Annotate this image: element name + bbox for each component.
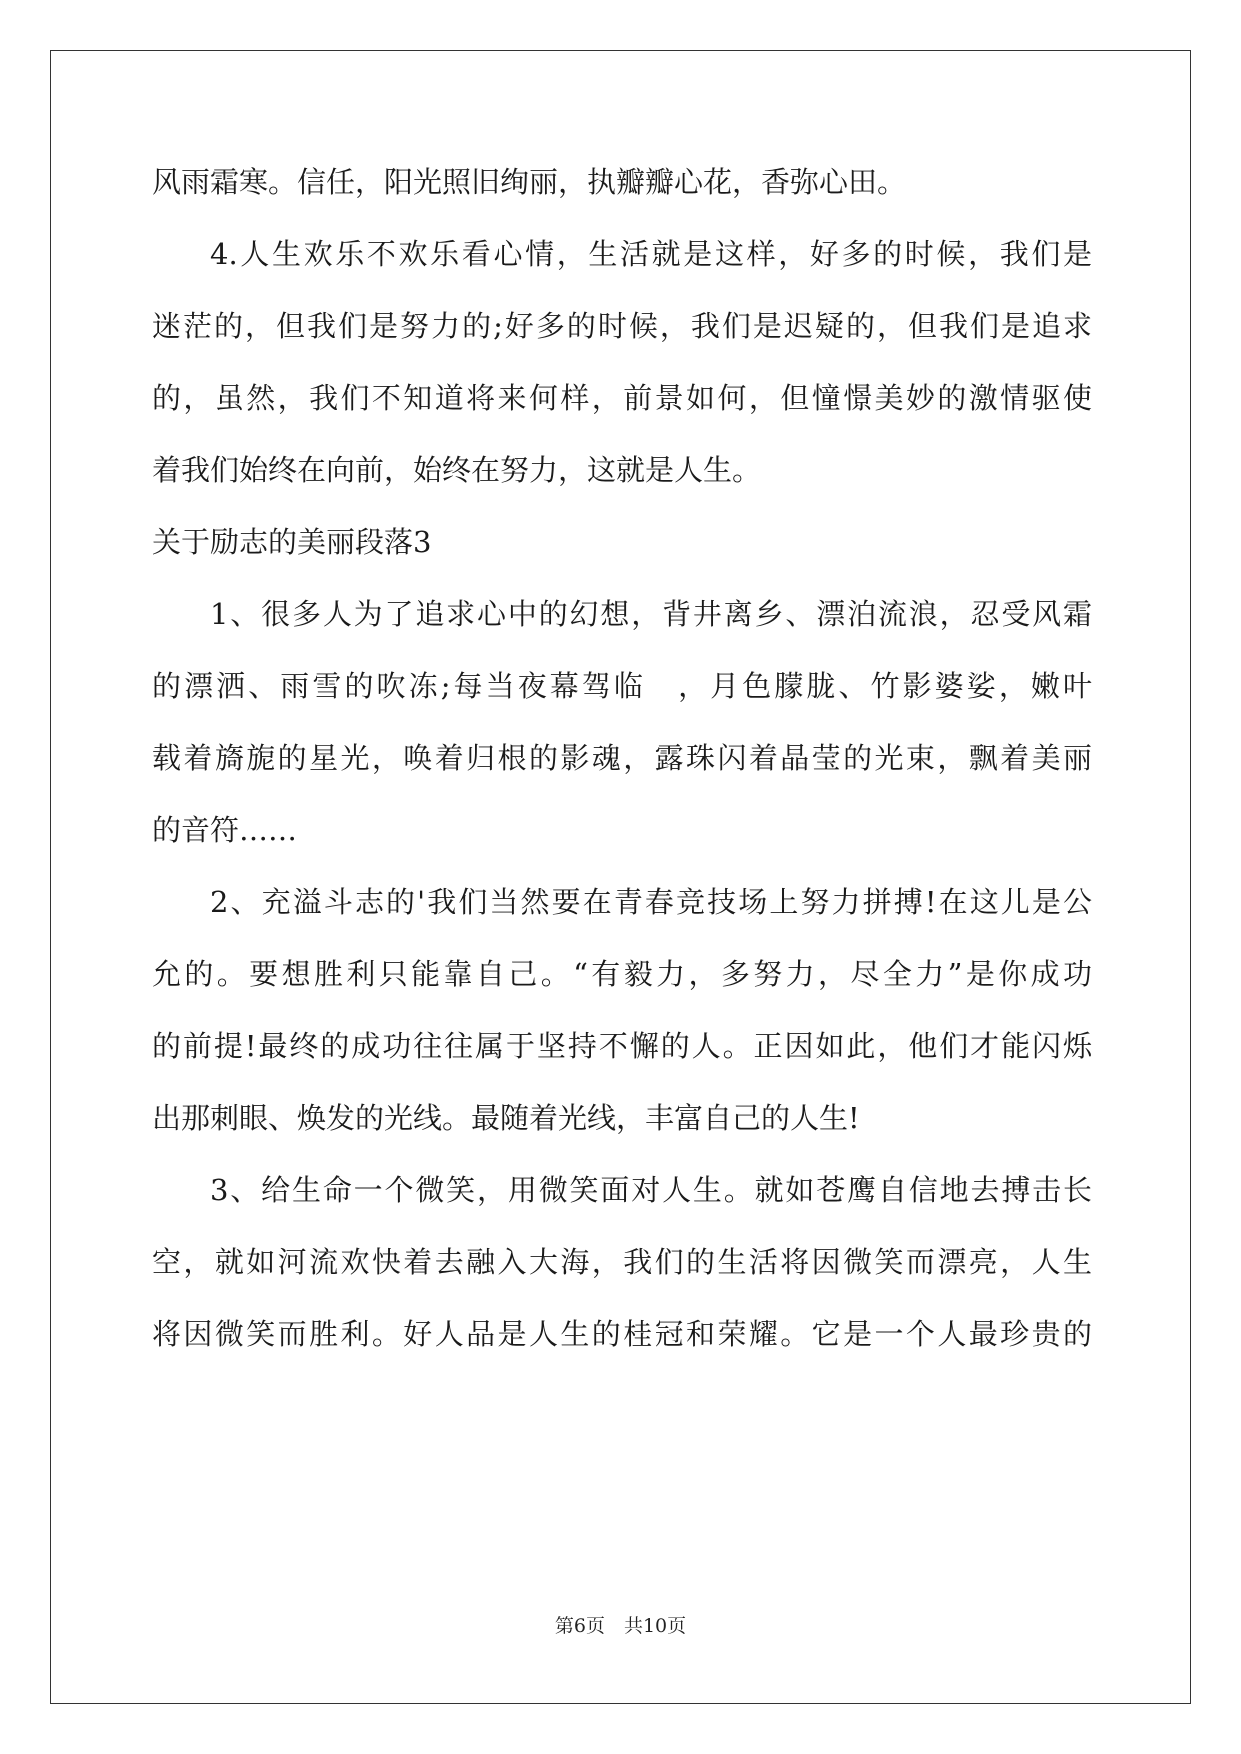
text-line-15: 3、给生命一个微笑，用微笑面对人生。就如苍鹰自信地去搏击长	[210, 1173, 1092, 1207]
text-line-3: 迷茫的，但我们是努力的;好多的时候，我们是迟疑的，但我们是追求	[152, 309, 1092, 343]
text-line-17: 将因微笑而胜利。好人品是人生的桂冠和荣耀。它是一个人最珍贵的	[152, 1317, 1092, 1351]
text-line-5: 着我们始终在向前，始终在努力，这就是人生。	[152, 453, 762, 487]
text-line-4: 的，虽然，我们不知道将来何样，前景如何，但憧憬美妙的激情驱使	[152, 381, 1092, 415]
text-line-9: 载着旖旎的星光，唤着归根的影魂，露珠闪着晶莹的光束，飘着美丽	[152, 741, 1092, 775]
text-line-7: 1、很多人为了追求心中的幻想，背井离乡、漂泊流浪，忍受风霜	[210, 597, 1092, 631]
page-border	[50, 50, 1191, 1704]
text-line-2: 4.人生欢乐不欢乐看心情，生活就是这样，好多的时候，我们是	[210, 237, 1092, 271]
text-line-13: 的前提!最终的成功往往属于坚持不懈的人。正因如此，他们才能闪烁	[152, 1029, 1092, 1063]
page-number-footer: 第6页 共10页	[554, 1615, 687, 1637]
text-line-14: 出那刺眼、焕发的光线。最随着光线，丰富自己的人生!	[152, 1101, 860, 1135]
text-line-8: 的漂洒、雨雪的吹冻;每当夜幕驾临 ，月色朦胧、竹影婆娑，嫩叶	[152, 669, 1092, 703]
section-heading: 关于励志的美丽段落3	[152, 525, 432, 559]
text-line-11: 2、充溢斗志的'我们当然要在青春竞技场上努力拼搏!在这儿是公	[210, 885, 1092, 919]
text-line-12: 允的。要想胜利只能靠自己。“有毅力，多努力，尽全力”是你成功	[152, 957, 1092, 991]
text-line-16: 空，就如河流欢快着去融入大海，我们的生活将因微笑而漂亮，人生	[152, 1245, 1092, 1279]
text-line-10: 的音符……	[152, 813, 298, 847]
text-line-1: 风雨霜寒。信任，阳光照旧绚丽，执瓣瓣心花，香弥心田。	[152, 165, 907, 199]
